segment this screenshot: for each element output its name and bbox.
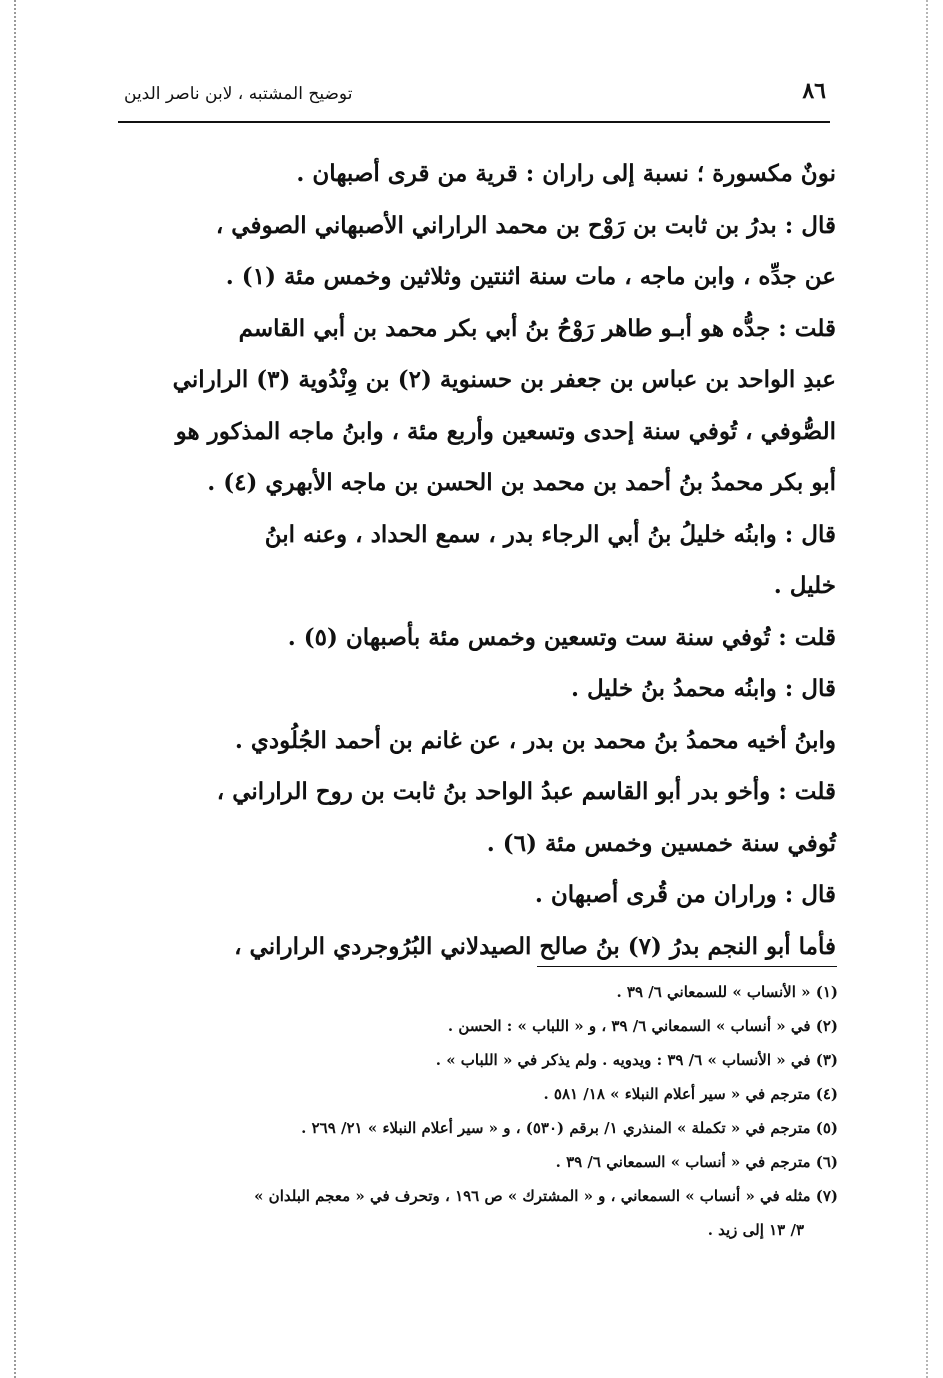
text-line: قال : وراران من قُرى أصبهان . xyxy=(534,881,836,908)
footnote-6: (٦) مترجم في « أنساب » السمعاني ٦/ ٣٩ . xyxy=(555,1153,838,1171)
text-line: نونٌ مكسورة ؛ نسبة إلى راران : قرية من قرى أصبهان . xyxy=(296,160,836,187)
text-line: أبو بكر محمدُ بنُ أحمد بن محمد بن الحسن بن ماجه الأبهري (٤) . xyxy=(207,469,836,496)
text-line: تُوفي سنة خمسين وخمس مئة (٦) . xyxy=(486,829,836,857)
text-line: قال : وابنُه خليلُ بنُ أبي الرجاء بدر ، سمع الحداد ، وعنه ابنُ xyxy=(264,520,836,548)
footnote-5: (٥) مترجم في « تكملة » المنذري ١/ برقم (٥٣٠) ، و « سير أعلام النبلاء » ٢١/ ٢٦٩ . xyxy=(301,1119,838,1137)
text-line: قلت : تُوفي سنة ست وتسعين وخمس مئة بأصبهان (٥) . xyxy=(287,623,836,651)
text-line: الصُّوفي ، تُوفي سنة إحدى وتسعين وأربع مئة ، وابنُ ماجه المذكور هو xyxy=(175,417,836,445)
footnote-1: (١) « الأنساب » للسمعاني ٦/ ٣٩ . xyxy=(616,983,838,1001)
footnotes xyxy=(138,975,838,1247)
page-number: ٨٦ xyxy=(802,78,826,104)
text-line: قال : وابنُه محمدُ بنُ خليل . xyxy=(570,675,836,702)
running-title: توضيح المشتبه ، لابن ناصر الدين xyxy=(124,84,353,104)
header-rule xyxy=(118,121,830,123)
text-line: قلت : وأخو بدر أبو القاسم عبدُ الواحد بنُ ثابت بن روح الراراني ، xyxy=(216,778,836,805)
footnote-7: (٧) مثله في « أنساب » السمعاني ، و « المشترك » ص ١٩٦ ، وتحرف في « معجم البلدان » xyxy=(254,1187,838,1205)
text-line: قلت : جدُّه هو أبـو طاهر رَوْحُ بنُ أبي بكر محمد بن أبي القاسم xyxy=(238,314,836,342)
text-line: عبدِ الواحد بن عباس بن جعفر بن حسنوية (٢) بن وِنْدُوية (٣) الراراني xyxy=(172,366,836,393)
text-line: وابنُ أخيه محمدُ بنُ محمد بن بدر ، عن غانم بن أحمد الجُلُودي . xyxy=(234,726,836,754)
text-line: خليل . xyxy=(773,572,836,599)
binding-edge-left xyxy=(14,0,16,1378)
footnote-2: (٢) في « أنساب » السمعاني ٦/ ٣٩ ، و « اللباب » : الحسن . xyxy=(447,1017,838,1035)
page-header xyxy=(118,78,830,108)
text-line: فأما أبو النجم بدرُ (٧) بنُ صالح الصيدلاني البُرُوجردي الراراني ، xyxy=(234,932,836,960)
footnote-3: (٣) في « الأنساب » ٦/ ٣٩ : ويدويه . ولم يذكر في « اللباب » . xyxy=(435,1051,838,1069)
text-line: عن جدِّه ، وابن ماجه ، مات سنة اثنتين وثلاثين وخمس مئة (١) . xyxy=(225,263,836,290)
main-text xyxy=(130,148,836,972)
text-line: قال : بدرُ بن ثابت بن رَوْح بن محمد الراراني الأصبهاني الصوفي ، xyxy=(215,211,836,239)
footnote-7-continuation: ٣/ ١٣ إلى زيد . xyxy=(707,1221,804,1239)
footnote-separator xyxy=(537,966,837,967)
binding-edge-right xyxy=(926,0,928,1378)
footnote-4: (٤) مترجم في « سير أعلام النبلاء » ١٨/ ٥٨١ . xyxy=(543,1085,838,1103)
